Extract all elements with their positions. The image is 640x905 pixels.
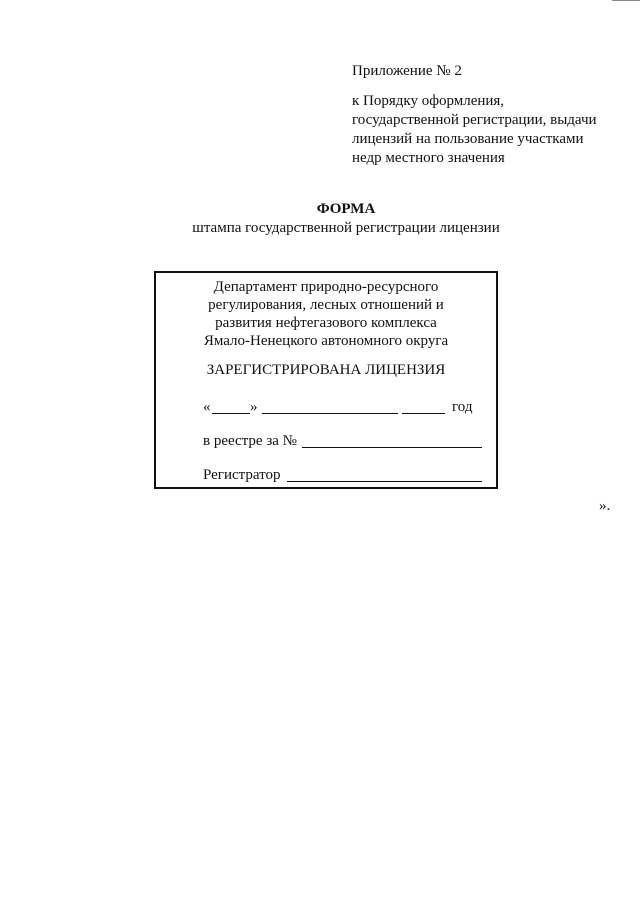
date-open-quote: « — [203, 399, 211, 415]
month-blank — [262, 413, 398, 414]
appendix-line: государственной регистрации, выдачи — [352, 112, 597, 128]
year-label: год — [452, 399, 473, 415]
year-blank — [402, 413, 445, 414]
stamp-department — [156, 278, 496, 350]
department-line: регулирования, лесных отношений и — [208, 297, 444, 313]
form-subtitle: штампа государственной регистрации лицензии — [192, 220, 500, 236]
appendix-line: лицензий на пользование участками — [352, 131, 584, 147]
registrar-blank — [287, 481, 482, 482]
stamp-status: ЗАРЕГИСТРИРОВАНА ЛИЦЕНЗИЯ — [206, 362, 446, 378]
registry-label: в реестре за № — [203, 433, 297, 449]
department-line: развития нефтегазового комплекса — [215, 315, 437, 331]
date-close-quote: » — [250, 399, 258, 415]
day-blank — [212, 413, 250, 414]
registration-stamp — [154, 271, 498, 489]
scan-edge-line — [612, 0, 640, 1]
appendix-line: к Порядку оформления, — [352, 93, 505, 109]
appendix-header — [352, 62, 597, 168]
registry-number-blank — [302, 447, 482, 448]
closing-quote-mark: ». — [599, 498, 611, 514]
department-line: Ямало-Ненецкого автономного округа — [203, 333, 449, 349]
appendix-number: Приложение № 2 — [352, 63, 462, 79]
department-line: Департамент природно-ресурсного — [213, 279, 439, 295]
registrar-label: Регистратор — [203, 467, 281, 483]
form-title: ФОРМА — [316, 201, 376, 217]
appendix-line: недр местного значения — [352, 150, 505, 166]
